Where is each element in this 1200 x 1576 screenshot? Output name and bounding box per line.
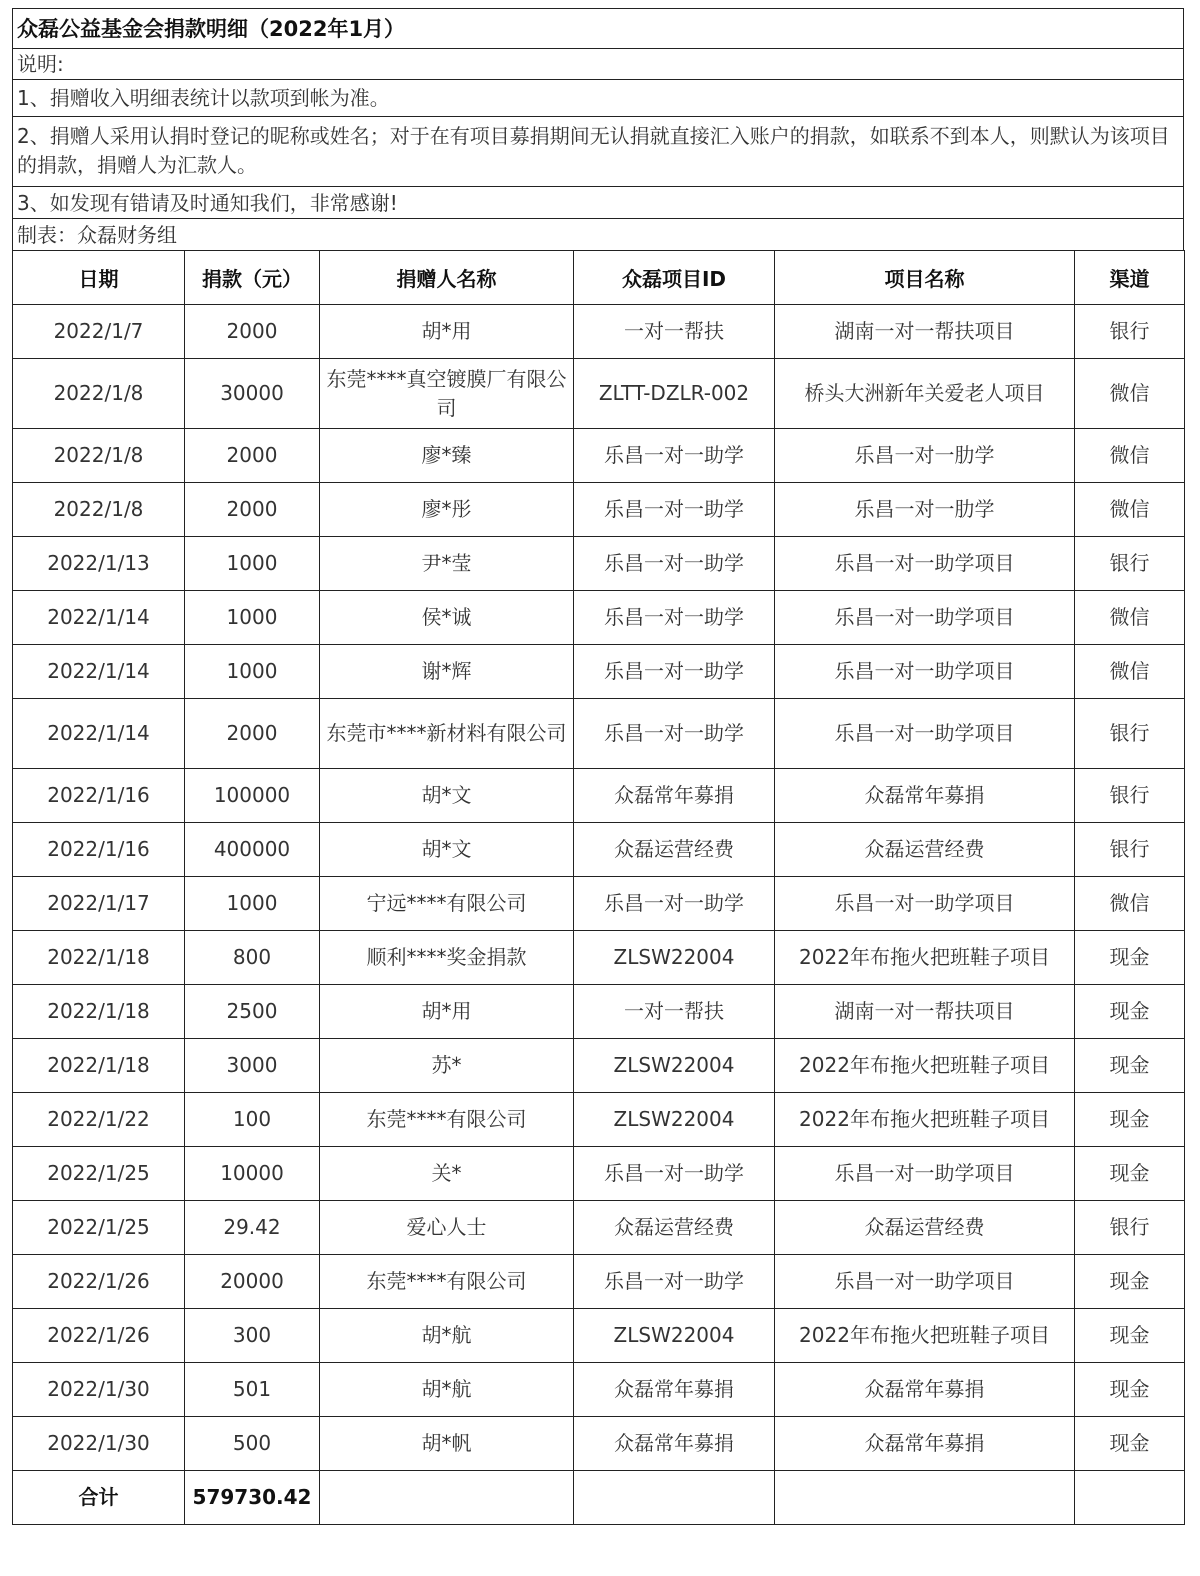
cell-donor: 胡*帆 bbox=[320, 1417, 574, 1471]
cell-project-name: 乐昌一对一助学项目 bbox=[775, 591, 1075, 645]
cell-project-name: 2022年布拖火把班鞋子项目 bbox=[775, 1039, 1075, 1093]
header-date: 日期 bbox=[13, 251, 185, 305]
cell-amount: 30000 bbox=[185, 359, 320, 429]
cell-channel: 微信 bbox=[1075, 877, 1185, 931]
cell-amount: 3000 bbox=[185, 1039, 320, 1093]
cell-date: 2022/1/30 bbox=[13, 1363, 185, 1417]
cell-project-id: ZLSW22004 bbox=[574, 931, 775, 985]
cell-donor: 廖*彤 bbox=[320, 483, 574, 537]
cell-donor: 爱心人士 bbox=[320, 1201, 574, 1255]
note-item-1: 1、捐赠收入明细表统计以款项到帐为准。 bbox=[12, 79, 1184, 116]
cell-amount: 2500 bbox=[185, 985, 320, 1039]
cell-date: 2022/1/26 bbox=[13, 1309, 185, 1363]
cell-amount: 1000 bbox=[185, 877, 320, 931]
cell-date: 2022/1/16 bbox=[13, 769, 185, 823]
cell-project-id: 乐昌一对一助学 bbox=[574, 591, 775, 645]
cell-channel: 微信 bbox=[1075, 429, 1185, 483]
header-project-id: 众磊项目ID bbox=[574, 251, 775, 305]
cell-channel: 现金 bbox=[1075, 1147, 1185, 1201]
cell-project-name: 众磊运营经费 bbox=[775, 1201, 1075, 1255]
cell-date: 2022/1/17 bbox=[13, 877, 185, 931]
cell-date: 2022/1/25 bbox=[13, 1201, 185, 1255]
cell-project-name: 众磊运营经费 bbox=[775, 823, 1075, 877]
table-maker: 制表：众磊财务组 bbox=[12, 218, 1184, 250]
cell-donor: 苏* bbox=[320, 1039, 574, 1093]
table-row bbox=[13, 823, 1185, 877]
cell-amount: 2000 bbox=[185, 699, 320, 769]
donation-sheet bbox=[12, 8, 1184, 1525]
table-row bbox=[13, 429, 1185, 483]
cell-channel: 现金 bbox=[1075, 985, 1185, 1039]
cell-donor: 关* bbox=[320, 1147, 574, 1201]
table-row bbox=[13, 1201, 1185, 1255]
cell-project-id: 一对一帮扶 bbox=[574, 305, 775, 359]
cell-date: 2022/1/18 bbox=[13, 931, 185, 985]
cell-amount: 800 bbox=[185, 931, 320, 985]
table-row bbox=[13, 1255, 1185, 1309]
total-empty-cell bbox=[320, 1471, 574, 1525]
table-row bbox=[13, 591, 1185, 645]
cell-amount: 1000 bbox=[185, 645, 320, 699]
notes-heading: 说明: bbox=[12, 48, 1184, 79]
cell-project-id: ZLSW22004 bbox=[574, 1093, 775, 1147]
cell-amount: 100000 bbox=[185, 769, 320, 823]
cell-amount: 2000 bbox=[185, 429, 320, 483]
table-row bbox=[13, 1363, 1185, 1417]
cell-donor: 东莞市****新材料有限公司 bbox=[320, 699, 574, 769]
cell-project-name: 乐昌一对一助学项目 bbox=[775, 877, 1075, 931]
total-empty-cell bbox=[1075, 1471, 1185, 1525]
cell-channel: 微信 bbox=[1075, 591, 1185, 645]
cell-date: 2022/1/14 bbox=[13, 645, 185, 699]
table-row bbox=[13, 359, 1185, 429]
cell-donor: 胡*文 bbox=[320, 823, 574, 877]
cell-amount: 10000 bbox=[185, 1147, 320, 1201]
table-row bbox=[13, 305, 1185, 359]
cell-date: 2022/1/8 bbox=[13, 359, 185, 429]
cell-project-id: 乐昌一对一助学 bbox=[574, 1255, 775, 1309]
cell-date: 2022/1/22 bbox=[13, 1093, 185, 1147]
total-empty-cell bbox=[574, 1471, 775, 1525]
table-row bbox=[13, 699, 1185, 769]
cell-donor: 尹*莹 bbox=[320, 537, 574, 591]
cell-project-id: 众磊运营经费 bbox=[574, 823, 775, 877]
cell-project-id: 众磊常年募捐 bbox=[574, 1363, 775, 1417]
table-row bbox=[13, 483, 1185, 537]
cell-date: 2022/1/26 bbox=[13, 1255, 185, 1309]
cell-channel: 现金 bbox=[1075, 1417, 1185, 1471]
cell-amount: 100 bbox=[185, 1093, 320, 1147]
cell-channel: 现金 bbox=[1075, 1309, 1185, 1363]
cell-channel: 现金 bbox=[1075, 931, 1185, 985]
cell-project-id: ZLSW22004 bbox=[574, 1309, 775, 1363]
table-body bbox=[13, 305, 1185, 1471]
cell-date: 2022/1/25 bbox=[13, 1147, 185, 1201]
cell-amount: 2000 bbox=[185, 305, 320, 359]
total-row bbox=[13, 1471, 1185, 1525]
cell-project-name: 2022年布拖火把班鞋子项目 bbox=[775, 1093, 1075, 1147]
cell-donor: 宁远****有限公司 bbox=[320, 877, 574, 931]
cell-project-name: 众磊常年募捐 bbox=[775, 1417, 1075, 1471]
cell-donor: 胡*用 bbox=[320, 305, 574, 359]
cell-project-name: 乐昌一对一助学项目 bbox=[775, 1147, 1075, 1201]
header-amount: 捐款（元） bbox=[185, 251, 320, 305]
cell-amount: 2000 bbox=[185, 483, 320, 537]
header-donor: 捐赠人名称 bbox=[320, 251, 574, 305]
table-row bbox=[13, 537, 1185, 591]
cell-amount: 500 bbox=[185, 1417, 320, 1471]
cell-project-id: ZLSW22004 bbox=[574, 1039, 775, 1093]
cell-donor: 东莞****真空镀膜厂有限公司 bbox=[320, 359, 574, 429]
cell-project-name: 众磊常年募捐 bbox=[775, 1363, 1075, 1417]
cell-project-id: 乐昌一对一助学 bbox=[574, 429, 775, 483]
cell-donor: 胡*文 bbox=[320, 769, 574, 823]
note-item-3: 3、如发现有错请及时通知我们，非常感谢! bbox=[12, 186, 1184, 218]
cell-project-id: ZLTT-DZLR-002 bbox=[574, 359, 775, 429]
cell-project-name: 2022年布拖火把班鞋子项目 bbox=[775, 931, 1075, 985]
cell-project-name: 乐昌一对一肋学 bbox=[775, 429, 1075, 483]
cell-project-id: 乐昌一对一助学 bbox=[574, 1147, 775, 1201]
cell-project-id: 乐昌一对一助学 bbox=[574, 645, 775, 699]
sheet-title: 众磊公益基金会捐款明细（2022年1月） bbox=[12, 8, 1184, 48]
cell-amount: 1000 bbox=[185, 537, 320, 591]
cell-amount: 1000 bbox=[185, 591, 320, 645]
cell-channel: 银行 bbox=[1075, 699, 1185, 769]
table-row bbox=[13, 1417, 1185, 1471]
cell-project-name: 乐昌一对一助学项目 bbox=[775, 1255, 1075, 1309]
cell-project-id: 一对一帮扶 bbox=[574, 985, 775, 1039]
table-row bbox=[13, 985, 1185, 1039]
cell-channel: 银行 bbox=[1075, 823, 1185, 877]
cell-channel: 银行 bbox=[1075, 305, 1185, 359]
cell-project-name: 湖南一对一帮扶项目 bbox=[775, 985, 1075, 1039]
cell-project-name: 湖南一对一帮扶项目 bbox=[775, 305, 1075, 359]
cell-project-id: 众磊常年募捐 bbox=[574, 1417, 775, 1471]
cell-donor: 顺利****奖金捐款 bbox=[320, 931, 574, 985]
cell-project-id: 乐昌一对一助学 bbox=[574, 877, 775, 931]
header-channel: 渠道 bbox=[1075, 251, 1185, 305]
table-row bbox=[13, 1039, 1185, 1093]
cell-date: 2022/1/7 bbox=[13, 305, 185, 359]
cell-project-name: 乐昌一对一助学项目 bbox=[775, 699, 1075, 769]
cell-donor: 廖*臻 bbox=[320, 429, 574, 483]
cell-donor: 东莞****有限公司 bbox=[320, 1093, 574, 1147]
cell-amount: 20000 bbox=[185, 1255, 320, 1309]
cell-channel: 银行 bbox=[1075, 1201, 1185, 1255]
cell-date: 2022/1/14 bbox=[13, 699, 185, 769]
cell-donor: 谢*辉 bbox=[320, 645, 574, 699]
cell-date: 2022/1/8 bbox=[13, 483, 185, 537]
cell-date: 2022/1/18 bbox=[13, 1039, 185, 1093]
cell-project-name: 众磊常年募捐 bbox=[775, 769, 1075, 823]
table-row bbox=[13, 645, 1185, 699]
cell-date: 2022/1/13 bbox=[13, 537, 185, 591]
cell-channel: 微信 bbox=[1075, 483, 1185, 537]
cell-date: 2022/1/16 bbox=[13, 823, 185, 877]
cell-amount: 400000 bbox=[185, 823, 320, 877]
total-value: 579730.42 bbox=[185, 1471, 320, 1525]
cell-channel: 微信 bbox=[1075, 645, 1185, 699]
total-empty-cell bbox=[775, 1471, 1075, 1525]
cell-donor: 胡*用 bbox=[320, 985, 574, 1039]
cell-amount: 300 bbox=[185, 1309, 320, 1363]
header-project-name: 项目名称 bbox=[775, 251, 1075, 305]
table-row bbox=[13, 1147, 1185, 1201]
cell-project-id: 众磊常年募捐 bbox=[574, 769, 775, 823]
total-label: 合计 bbox=[13, 1471, 185, 1525]
cell-project-id: 乐昌一对一助学 bbox=[574, 699, 775, 769]
table-row bbox=[13, 931, 1185, 985]
cell-project-name: 2022年布拖火把班鞋子项目 bbox=[775, 1309, 1075, 1363]
cell-channel: 现金 bbox=[1075, 1039, 1185, 1093]
cell-project-name: 乐昌一对一助学项目 bbox=[775, 537, 1075, 591]
cell-donor: 侯*诚 bbox=[320, 591, 574, 645]
cell-project-name: 桥头大洲新年关爱老人项目 bbox=[775, 359, 1075, 429]
table-row bbox=[13, 1309, 1185, 1363]
cell-date: 2022/1/14 bbox=[13, 591, 185, 645]
donation-table bbox=[12, 250, 1185, 1525]
cell-date: 2022/1/30 bbox=[13, 1417, 185, 1471]
table-row bbox=[13, 1093, 1185, 1147]
cell-donor: 胡*航 bbox=[320, 1309, 574, 1363]
cell-amount: 29.42 bbox=[185, 1201, 320, 1255]
cell-amount: 501 bbox=[185, 1363, 320, 1417]
cell-channel: 现金 bbox=[1075, 1093, 1185, 1147]
cell-date: 2022/1/8 bbox=[13, 429, 185, 483]
cell-channel: 现金 bbox=[1075, 1363, 1185, 1417]
cell-channel: 微信 bbox=[1075, 359, 1185, 429]
cell-date: 2022/1/18 bbox=[13, 985, 185, 1039]
cell-channel: 银行 bbox=[1075, 537, 1185, 591]
cell-project-id: 乐昌一对一助学 bbox=[574, 537, 775, 591]
cell-channel: 银行 bbox=[1075, 769, 1185, 823]
table-header-row bbox=[13, 251, 1185, 305]
cell-project-id: 乐昌一对一助学 bbox=[574, 483, 775, 537]
cell-project-name: 乐昌一对一助学项目 bbox=[775, 645, 1075, 699]
cell-donor: 胡*航 bbox=[320, 1363, 574, 1417]
cell-project-name: 乐昌一对一肋学 bbox=[775, 483, 1075, 537]
table-row bbox=[13, 769, 1185, 823]
table-row bbox=[13, 877, 1185, 931]
cell-donor: 东莞****有限公司 bbox=[320, 1255, 574, 1309]
cell-channel: 现金 bbox=[1075, 1255, 1185, 1309]
note-item-2: 2、捐赠人采用认捐时登记的昵称或姓名；对于在有项目募捐期间无认捐就直接汇入账户的捐款，如联系不到本人，则默认为该项目的捐款，捐赠人为汇款人。 bbox=[12, 116, 1184, 186]
cell-project-id: 众磊运营经费 bbox=[574, 1201, 775, 1255]
